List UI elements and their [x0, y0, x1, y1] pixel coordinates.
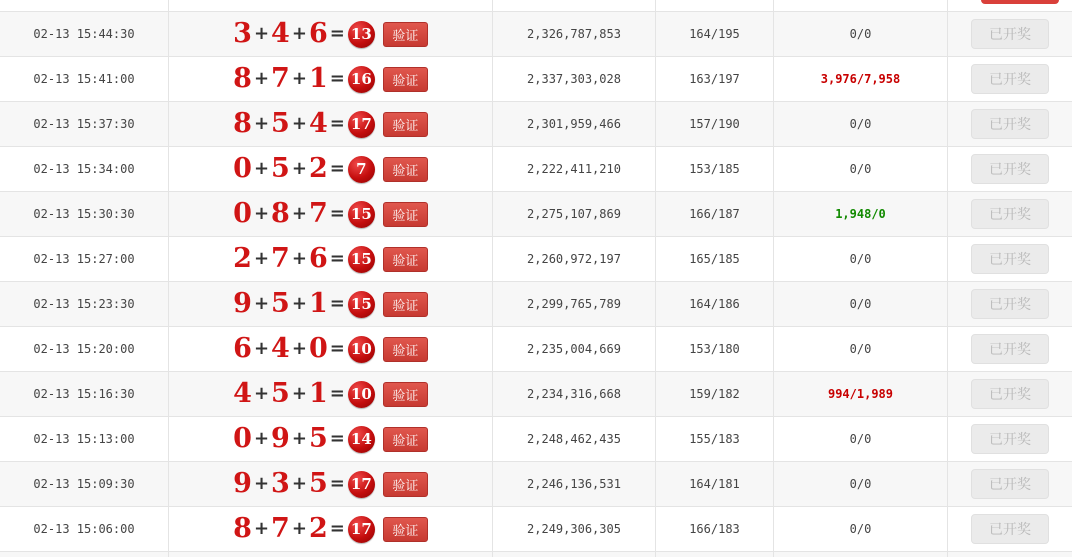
drawn-status-button[interactable]: 已开奖	[971, 379, 1049, 409]
winners-count: 166/187	[689, 207, 740, 221]
draw-time: 02-13 15:27:00	[33, 252, 135, 266]
verify-button[interactable]: 验证	[383, 247, 428, 272]
time-cell	[0, 462, 169, 506]
draw-time: 02-13 15:37:30	[33, 117, 135, 131]
equals-sign: =	[329, 473, 345, 494]
my-result-cell	[774, 12, 948, 56]
verify-button[interactable]: 验证	[383, 112, 428, 137]
winners-count: 163/197	[689, 72, 740, 86]
table-row	[0, 417, 1072, 462]
result-cell	[169, 327, 493, 371]
sum-ball: 14	[348, 426, 375, 453]
plus-sign: +	[291, 248, 307, 269]
table-row	[0, 552, 1072, 557]
result-cell	[169, 507, 493, 551]
number-3: 5	[308, 467, 328, 499]
pool-amount: 2,275,107,869	[527, 207, 621, 221]
number-2: 7	[271, 242, 290, 274]
pool-amount: 2,248,462,435	[527, 432, 621, 446]
plus-sign: +	[291, 203, 307, 224]
winners-count: 159/182	[689, 387, 740, 401]
plus-sign: +	[253, 248, 270, 269]
pool-cell	[493, 57, 656, 101]
winners-count: 166/183	[689, 522, 740, 536]
result-cell	[169, 192, 493, 236]
winners-cell	[656, 282, 774, 326]
equals-sign: =	[329, 68, 345, 89]
number-3: 1	[308, 287, 328, 319]
time-cell	[0, 102, 169, 146]
number-3: 2	[308, 512, 328, 544]
pool-amount: 2,234,316,668	[527, 387, 621, 401]
my-result: 0/0	[849, 477, 872, 491]
winners-cell	[656, 237, 774, 281]
number-3: 7	[308, 197, 328, 229]
status-cell	[948, 507, 1072, 551]
time-cell	[0, 147, 169, 191]
number-3: 4	[308, 107, 328, 139]
plus-sign: +	[291, 68, 307, 89]
winners-cell	[656, 0, 774, 11]
my-result-cell	[774, 372, 948, 416]
number-3: 1	[308, 62, 328, 94]
time-cell	[0, 192, 169, 236]
draw-time: 02-13 15:16:30	[33, 387, 135, 401]
plus-sign: +	[291, 293, 307, 314]
pool-cell	[493, 12, 656, 56]
plus-sign: +	[253, 23, 270, 44]
result-cell	[169, 0, 493, 11]
plus-sign: +	[291, 428, 307, 449]
table-row	[0, 192, 1072, 237]
pool-cell	[493, 417, 656, 461]
sum-ball: 17	[348, 111, 375, 138]
pool-amount: 2,326,787,853	[527, 27, 621, 41]
my-result-cell	[774, 192, 948, 236]
result-cell	[169, 102, 493, 146]
status-cell	[948, 237, 1072, 281]
drawn-status-button[interactable]: 已开奖	[971, 19, 1049, 49]
status-cell	[948, 372, 1072, 416]
my-result-cell	[774, 57, 948, 101]
sum-ball: 7	[348, 156, 375, 183]
plus-sign: +	[291, 338, 307, 359]
status-cell	[948, 147, 1072, 191]
time-cell	[0, 327, 169, 371]
winners-cell	[656, 372, 774, 416]
number-2: 9	[271, 422, 290, 454]
draw-time: 02-13 15:13:00	[33, 432, 135, 446]
number-3: 6	[308, 242, 328, 274]
pool-amount: 2,249,306,305	[527, 522, 621, 536]
equals-sign: =	[329, 428, 345, 449]
plus-sign: +	[291, 518, 307, 539]
time-cell	[0, 552, 169, 557]
winners-cell	[656, 192, 774, 236]
time-cell	[0, 507, 169, 551]
number-1: 0	[233, 152, 252, 184]
draw-time: 02-13 15:09:30	[33, 477, 135, 491]
equals-sign: =	[329, 203, 345, 224]
my-result: 0/0	[849, 162, 872, 176]
verify-button[interactable]: 验证	[383, 67, 428, 92]
status-cell	[948, 327, 1072, 371]
number-2: 5	[271, 287, 290, 319]
verify-button[interactable]: 验证	[383, 382, 428, 407]
result-cell	[169, 372, 493, 416]
pool-amount: 2,299,765,789	[527, 297, 621, 311]
my-result-cell	[774, 102, 948, 146]
plus-sign: +	[253, 383, 270, 404]
my-result-cell	[774, 417, 948, 461]
number-1: 8	[233, 62, 252, 94]
result-cell	[169, 552, 493, 557]
pool-cell	[493, 282, 656, 326]
winners-count: 164/186	[689, 297, 740, 311]
draw-time: 02-13 15:44:30	[33, 27, 135, 41]
number-2: 8	[271, 197, 290, 229]
draw-time: 02-13 15:06:00	[33, 522, 135, 536]
my-result: 0/0	[849, 342, 872, 356]
status-cell	[948, 462, 1072, 506]
number-3: 0	[308, 332, 328, 364]
number-1: 8	[233, 512, 252, 544]
winners-cell	[656, 327, 774, 371]
drawn-status-button[interactable]: 已开奖	[971, 469, 1049, 499]
number-2: 7	[271, 512, 290, 544]
status-cell	[948, 102, 1072, 146]
status-cell	[948, 192, 1072, 236]
number-1: 9	[233, 467, 252, 499]
number-1: 9	[233, 287, 252, 319]
time-cell	[0, 372, 169, 416]
winners-cell	[656, 552, 774, 557]
time-cell	[0, 57, 169, 101]
status-cell	[948, 12, 1072, 56]
pool-cell	[493, 507, 656, 551]
table-row	[0, 372, 1072, 417]
result-cell	[169, 462, 493, 506]
table-row	[0, 0, 1072, 12]
number-1: 4	[233, 377, 252, 409]
winners-cell	[656, 102, 774, 146]
my-result-cell	[774, 147, 948, 191]
number-1: 3	[233, 17, 252, 49]
partial-action-button[interactable]	[981, 0, 1059, 4]
winners-count: 155/183	[689, 432, 740, 446]
equals-sign: =	[329, 518, 345, 539]
table-row	[0, 282, 1072, 327]
number-1: 2	[233, 242, 252, 274]
winners-cell	[656, 417, 774, 461]
plus-sign: +	[253, 473, 270, 494]
equals-sign: =	[329, 23, 345, 44]
plus-sign: +	[291, 113, 307, 134]
pool-amount: 2,337,303,028	[527, 72, 621, 86]
pool-cell	[493, 102, 656, 146]
number-1: 6	[233, 332, 252, 364]
plus-sign: +	[253, 113, 270, 134]
status-cell	[948, 282, 1072, 326]
time-cell	[0, 0, 169, 11]
equals-sign: =	[329, 158, 345, 179]
my-result-cell	[774, 552, 948, 557]
drawn-status-button[interactable]: 已开奖	[971, 199, 1049, 229]
drawn-status-button[interactable]: 已开奖	[971, 334, 1049, 364]
my-result: 0/0	[849, 27, 872, 41]
verify-button[interactable]: 验证	[383, 337, 428, 362]
my-result-cell	[774, 327, 948, 371]
winners-count: 157/190	[689, 117, 740, 131]
equals-sign: =	[329, 248, 345, 269]
plus-sign: +	[253, 518, 270, 539]
sum-ball: 17	[348, 516, 375, 543]
result-cell	[169, 147, 493, 191]
number-2: 3	[271, 467, 290, 499]
pool-amount: 2,301,959,466	[527, 117, 621, 131]
time-cell	[0, 237, 169, 281]
my-result: 0/0	[849, 117, 872, 131]
draw-time: 02-13 15:30:30	[33, 207, 135, 221]
plus-sign: +	[291, 383, 307, 404]
draw-time: 02-13 15:34:00	[33, 162, 135, 176]
verify-button[interactable]: 验证	[383, 292, 428, 317]
result-cell	[169, 417, 493, 461]
winners-count: 165/185	[689, 252, 740, 266]
my-result-cell	[774, 462, 948, 506]
drawn-status-button[interactable]: 已开奖	[971, 514, 1049, 544]
number-2: 5	[271, 152, 290, 184]
status-cell	[948, 57, 1072, 101]
my-result: 1,948/0	[835, 207, 886, 221]
plus-sign: +	[253, 428, 270, 449]
pool-cell	[493, 552, 656, 557]
number-3: 6	[308, 17, 328, 49]
winners-cell	[656, 462, 774, 506]
my-result-cell	[774, 237, 948, 281]
pool-cell	[493, 0, 656, 11]
my-result: 0/0	[849, 432, 872, 446]
table-row	[0, 237, 1072, 282]
drawn-status-button[interactable]: 已开奖	[971, 64, 1049, 94]
plus-sign: +	[291, 158, 307, 179]
pool-amount: 2,222,411,210	[527, 162, 621, 176]
table-row	[0, 102, 1072, 147]
drawn-status-button[interactable]: 已开奖	[971, 289, 1049, 319]
time-cell	[0, 417, 169, 461]
my-result-cell	[774, 0, 948, 11]
equals-sign: =	[329, 113, 345, 134]
drawn-status-button[interactable]: 已开奖	[971, 109, 1049, 139]
plus-sign: +	[253, 203, 270, 224]
drawn-status-button[interactable]: 已开奖	[971, 424, 1049, 454]
pool-cell	[493, 192, 656, 236]
sum-ball: 13	[348, 21, 375, 48]
sum-ball: 15	[348, 246, 375, 273]
table-row	[0, 57, 1072, 102]
pool-amount: 2,235,004,669	[527, 342, 621, 356]
draw-time: 02-13 15:20:00	[33, 342, 135, 356]
my-result: 0/0	[849, 252, 872, 266]
winners-cell	[656, 57, 774, 101]
number-1: 0	[233, 197, 252, 229]
result-cell	[169, 12, 493, 56]
number-2: 4	[271, 17, 290, 49]
my-result: 994/1,989	[827, 387, 894, 401]
number-2: 5	[271, 107, 290, 139]
pool-cell	[493, 147, 656, 191]
table-row	[0, 12, 1072, 57]
result-cell	[169, 237, 493, 281]
pool-cell	[493, 327, 656, 371]
plus-sign: +	[291, 473, 307, 494]
my-result: 0/0	[849, 297, 872, 311]
verify-button[interactable]: 验证	[383, 202, 428, 227]
equals-sign: =	[329, 293, 345, 314]
number-1: 8	[233, 107, 252, 139]
number-3: 2	[308, 152, 328, 184]
equals-sign: =	[329, 383, 345, 404]
my-result-cell	[774, 507, 948, 551]
table-row	[0, 327, 1072, 372]
sum-ball: 15	[348, 201, 375, 228]
plus-sign: +	[253, 158, 270, 179]
table-row	[0, 147, 1072, 192]
pool-cell	[493, 237, 656, 281]
sum-ball: 10	[348, 381, 375, 408]
pool-cell	[493, 462, 656, 506]
number-2: 7	[271, 62, 290, 94]
table-row	[0, 462, 1072, 507]
winners-cell	[656, 507, 774, 551]
pool-amount: 2,246,136,531	[527, 477, 621, 491]
number-2: 4	[271, 332, 290, 364]
winners-cell	[656, 147, 774, 191]
number-3: 5	[308, 422, 328, 454]
verify-button[interactable]: 验证	[383, 472, 428, 497]
sum-ball: 15	[348, 291, 375, 318]
sum-ball: 10	[348, 336, 375, 363]
result-cell	[169, 57, 493, 101]
number-1: 0	[233, 422, 252, 454]
status-cell	[948, 417, 1072, 461]
pool-cell	[493, 372, 656, 416]
sum-ball: 17	[348, 471, 375, 498]
plus-sign: +	[253, 68, 270, 89]
my-result: 0/0	[849, 522, 872, 536]
winners-count: 153/185	[689, 162, 740, 176]
verify-button[interactable]: 验证	[383, 427, 428, 452]
winners-count: 164/195	[689, 27, 740, 41]
my-result: 3,976/7,958	[820, 72, 901, 86]
status-cell	[948, 552, 1072, 557]
time-cell	[0, 12, 169, 56]
winners-count: 164/181	[689, 477, 740, 491]
plus-sign: +	[291, 23, 307, 44]
table-row	[0, 507, 1072, 552]
my-result-cell	[774, 282, 948, 326]
verify-button[interactable]: 验证	[383, 157, 428, 182]
pool-amount: 2,260,972,197	[527, 252, 621, 266]
equals-sign: =	[329, 338, 345, 359]
plus-sign: +	[253, 293, 270, 314]
number-2: 5	[271, 377, 290, 409]
time-cell	[0, 282, 169, 326]
draw-time: 02-13 15:23:30	[33, 297, 135, 311]
drawn-status-button[interactable]: 已开奖	[971, 244, 1049, 274]
plus-sign: +	[253, 338, 270, 359]
winners-cell	[656, 12, 774, 56]
verify-button[interactable]: 验证	[383, 22, 428, 47]
verify-button[interactable]: 验证	[383, 517, 428, 542]
winners-count: 153/180	[689, 342, 740, 356]
number-3: 1	[308, 377, 328, 409]
draw-time: 02-13 15:41:00	[33, 72, 135, 86]
sum-ball: 16	[348, 66, 375, 93]
result-cell	[169, 282, 493, 326]
drawn-status-button[interactable]: 已开奖	[971, 154, 1049, 184]
